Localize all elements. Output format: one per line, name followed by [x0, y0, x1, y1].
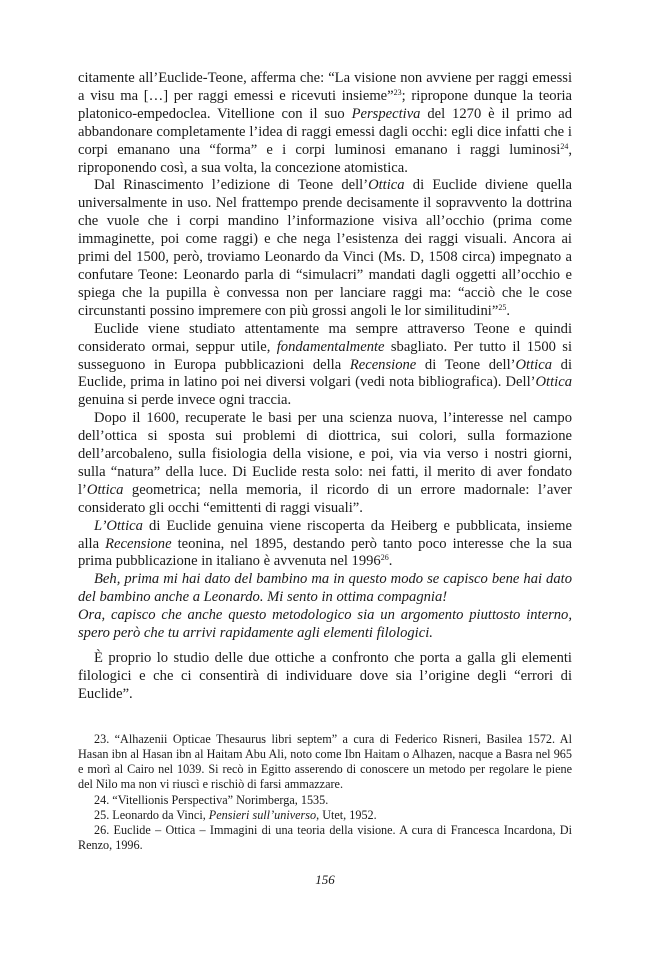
paragraph-2 [78, 177, 572, 320]
italic-run: L’Ottica [94, 517, 143, 534]
paragraph-4 [78, 410, 572, 517]
italic-run: Ottica [368, 177, 405, 194]
footnote-ref[interactable]: 23 [393, 87, 402, 97]
italic-run: Ottica [515, 356, 552, 373]
paragraph-6: È proprio lo studio delle due ottiche a confronto che porta a galla gli elementi filologici e che ci consentirà di individuare dove sia l’origine degli “errori di Euclide”. [78, 650, 572, 702]
spacer [78, 643, 572, 650]
italic-run: fondamentalmente [276, 338, 385, 355]
footnote-23: 23. “Alhazenii Opticae Thesaurus libri septem” a cura di Federico Risneri, Basilea 1572. Al Hasan ibn al Hasan ibn al Haitam Abu Ali, noto come Ibn Haitam o Alhazen, nacque a Basra nel 965 e morì al Cairo nel 1039. Si recò in Egitto asserendo di conoscere un metodo per regolare le piene del Nilo ma non vi riuscì e rischiò di farsi ammazzare. [78, 731, 572, 792]
text-run: citamente all’Euclide-Teone, afferma che: “La visione non avviene per raggi emessi a visu ma […] per raggi emessi e ricevuti insieme” [78, 70, 572, 104]
paragraph-1 [78, 70, 572, 177]
footnote-ref[interactable]: 24 [560, 141, 569, 151]
footnote-ref[interactable]: 25 [498, 302, 507, 312]
text-run: di Teone dell’ [416, 356, 516, 373]
text-run: del 1270 è il primo ad abbandonare completamente l’idea di raggi emessi dagli occhi: egli dice infatti che i corpi emanano una “forma” e i corpi luminosi emanano i raggi luminosi [78, 105, 572, 158]
footnote-ref[interactable]: 26 [380, 553, 389, 563]
text-run: Euclide viene studiato attentamente ma sempre attraverso Teone e quindi considerato ormai, seppur utile, [78, 320, 572, 355]
footnotes [78, 732, 572, 854]
text-run: genuina si perde invece ogni traccia. [78, 392, 292, 409]
text-run: sbagliato. Per tutto il 1500 si susseguono in Europa pubblicazioni della [78, 338, 572, 373]
text-run: di Euclide diviene quella universalmente in uso. Nel frattempo prende decisamente il sopravvento la dottrina che vuole che i corpi mandino l’informazione visiva all’occhio (prima come immaginette, poi come raggi) e che nega l’esistenza dei raggi visuali. Ancora ai primi del 1500, però, troviamo Leonardo da Vinci (Ms. D, 1508 circa) impegnato a confutare Teone: Leonardo parla di “simulacri” mandati dagli oggetti all’occhio e spiega che la pupilla è convessa non per lanciare raggi ma: “acciò che le cose circunstanti possino impremere con più grossi angoli le lor similitudini” [78, 177, 572, 319]
text-run: di Euclide genuina viene riscoperta da Heiberg e pubblicata, insieme alla [78, 517, 572, 552]
footnote-26: 26. Euclide – Ottica – Immagini di una teoria della visione. A cura di Francesca Incardona, Di Renzo, 1996. [78, 822, 572, 853]
text-run: ; ripropone dunque la teoria platonico-empedoclea. Vitellione con il suo [78, 87, 572, 122]
text-run: 25. Leonardo da Vinci, [94, 807, 209, 822]
text-run: , riproponendo così, a sua volta, la concezione atomistica. [78, 141, 572, 176]
paragraph-3 [78, 321, 572, 411]
text-run: di Euclide, prima in latino poi nei diversi volgari (vedi nota bibliografica). Dell’ [78, 356, 572, 391]
italic-run: Recensione [349, 356, 417, 373]
italic-run: Ottica [535, 374, 572, 391]
text-run: . [506, 302, 510, 319]
page-content [78, 70, 572, 853]
text-run: . [388, 553, 393, 570]
italic-run: Perspectiva [351, 105, 421, 122]
text-run: teonina, nel 1895, destando però tanto poco interesse che la sua prima pubblicazione in italiano è avvenuta nel 1996 [78, 535, 572, 570]
text-run: Dal Rinascimento l’edizione di Teone dell’ [94, 177, 369, 194]
text-run: geometrica; nella memoria, il ricordo di un errore madornale: l’aver considerato gli occhi “emittenti di raggi visuali”. [78, 481, 572, 516]
italic-run: Recensione [105, 535, 172, 552]
footnote-24: 24. “Vitellionis Perspectiva” Norimberga, 1535. [94, 792, 329, 807]
text-run: Dopo il 1600, recuperate le basi per una scienza nuova, l’interesse nel campo dell’ottica si sposta sui problemi di diottrica, sui colori, sulla formazione dell’arcobaleno, sulla fisiologia della visione, e poi, via via verso i nostri giorni, sulla “natura” della luce. Di Euclide resta solo: nei fatti, il merito di aver fondato l’ [78, 410, 572, 498]
footnote-25 [78, 808, 572, 823]
dialogue-line-2: Ora, capisco che anche questo metodologico sia un argomento piuttosto interno, spero però che tu arrivi rapidamente agli elementi filologici. [78, 607, 572, 642]
page-number: 156 [315, 872, 335, 887]
italic-run: Ottica [86, 481, 124, 498]
dialogue-line-1: Beh, prima mi hai dato del bambino ma in questo modo se capisco bene hai dato del bambino anche a Leonardo. Mi sento in ottima compagnia! [78, 571, 572, 606]
text-run: , Utet, 1952. [316, 807, 377, 822]
italic-run: Pensieri sull’universo [208, 807, 317, 822]
paragraph-5 [78, 518, 572, 572]
